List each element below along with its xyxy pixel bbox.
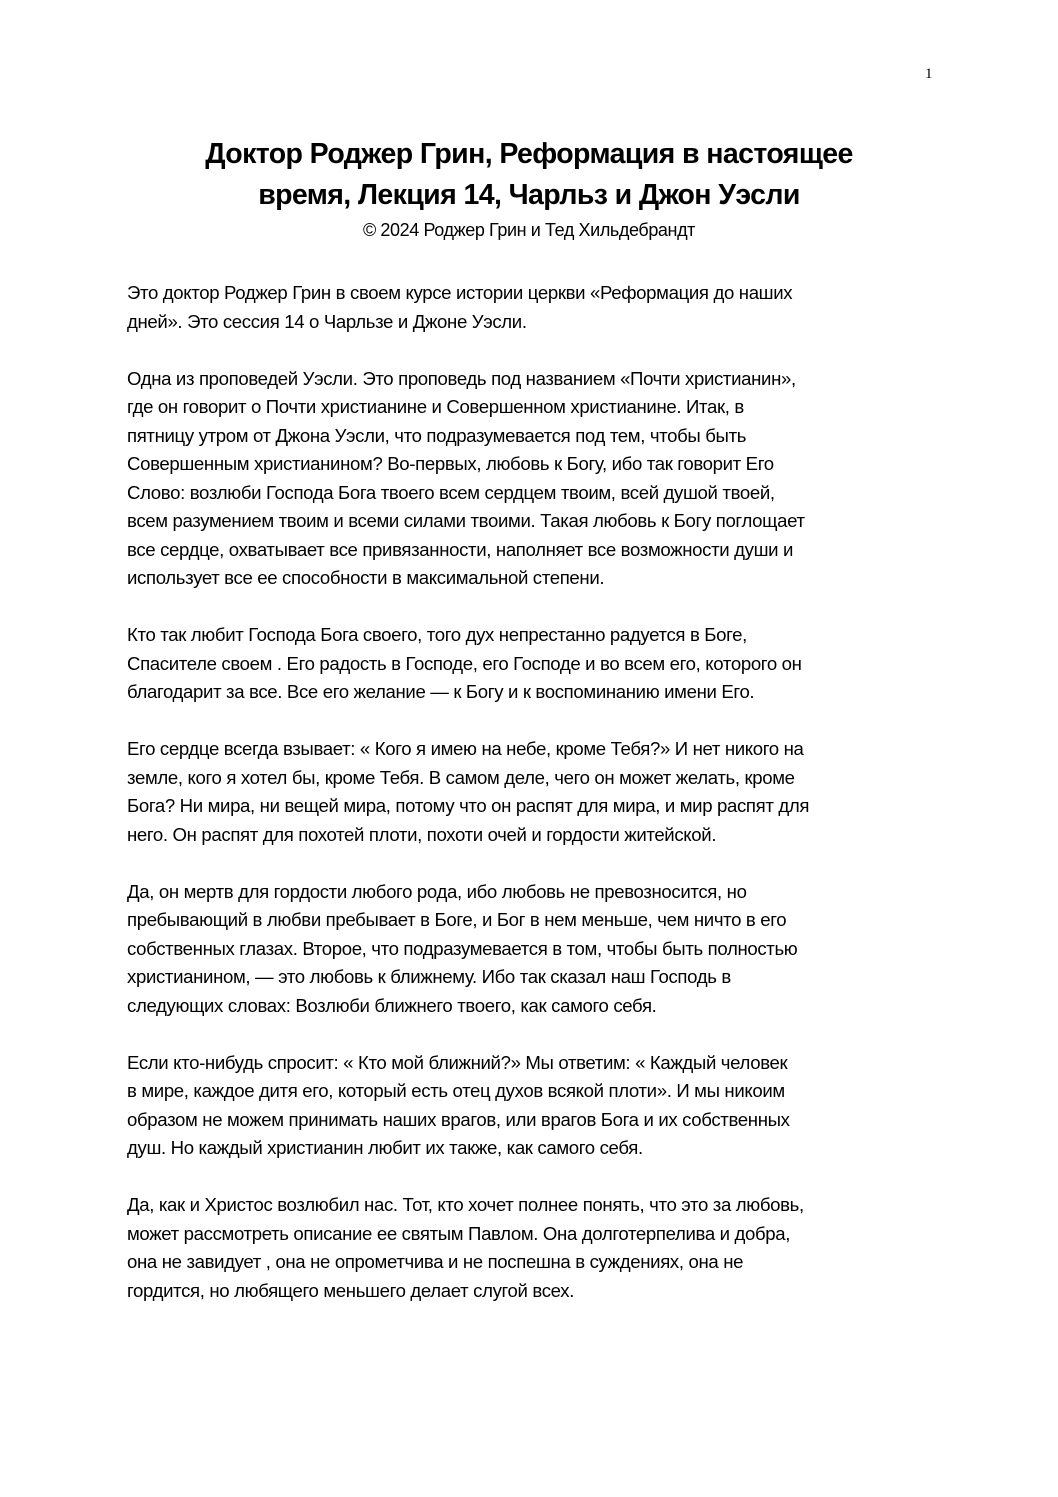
paragraph	[127, 735, 809, 849]
copyright-line: © 2024 Роджер Грин и Тед Хильдебрандт	[362, 220, 696, 240]
text-line: Слово: возлюби Господа Бога твоего всем сердцем твоим, всей душой твоей,	[127, 481, 775, 503]
text-line: гордится, но любящего меньшего делает слугой всех.	[127, 1279, 575, 1301]
text-line: пятницу утром от Джона Уэсли, что подразумевается под тем, чтобы быть	[127, 424, 747, 446]
text-line: образом не можем принимать наших врагов, или врагов Бога и их собственных	[127, 1108, 790, 1130]
text-line: Совершенным христианином? Во-первых, любовь к Богу, ибо так говорит Его	[127, 453, 774, 474]
text-line: Да, как и Христос возлюбил нас. Тот, кто хочет полнее понять, что это за любовь,	[127, 1194, 804, 1215]
text-line: всем разумением твоим и всеми силами твоими. Такая любовь к Богу поглощает	[127, 510, 805, 531]
text-line: собственных глазах. Второе, что подразумевается в том, чтобы быть полностью	[127, 937, 798, 959]
paragraph	[127, 365, 809, 593]
paragraph	[127, 878, 809, 1021]
text-line: Да, он мертв для гордости любого рода, ибо любовь не превозносится, но	[127, 880, 747, 902]
paragraph	[127, 1191, 809, 1305]
document-body	[127, 279, 809, 1334]
paragraph	[127, 1049, 809, 1163]
text-line: в мире, каждое дитя его, который есть отец духов всякой плоти». И мы никоим	[127, 1080, 785, 1101]
text-line: благодарит за все. Все его желание — к Богу и к воспоминанию имени Его.	[127, 681, 755, 702]
text-line: Это доктор Роджер Грин в своем курсе истории церкви «Реформация до наших	[127, 282, 793, 303]
text-line: где он говорит о Почти христианине и Совершенном христианине. Итак, в	[127, 396, 744, 417]
text-line: дней». Это сессия 14 о Чарльзе и Джоне Уэсли.	[127, 310, 527, 332]
text-line: него. Он распят для похотей плоти, похоти очей и гордости житейской.	[127, 823, 717, 845]
text-line: все сердце, охватывает все привязанности, наполняет все возможности души и	[127, 538, 794, 560]
text-line: душ. Но каждый христианин любит их также, как самого себя.	[127, 1137, 643, 1158]
text-line: использует все ее способности в максимальной степени.	[127, 567, 605, 588]
text-line: пребывающий в любви пребывает в Боге, и Бог в нем меньше, чем ничто в его	[127, 909, 787, 930]
text-line: она не завидует , она не опрометчива и не поспешна в суждениях, она не	[127, 1251, 744, 1272]
page-number: 1	[925, 66, 933, 82]
paragraph	[127, 621, 809, 707]
text-line: Спасителе своем . Его радость в Господе, его Господе и во всем его, которого он	[127, 652, 802, 674]
text-line: Его сердце всегда взывает: « Кого я имею на небе, кроме Тебя?» И нет никого на	[127, 738, 804, 759]
title-line: Доктор Роджер Грин, Реформация в настоящее	[205, 138, 853, 170]
text-line: следующих словах: Возлюби ближнего твоего, как самого себя.	[127, 994, 657, 1016]
paragraph	[127, 279, 809, 336]
text-line: Если кто-нибудь спросит: « Кто мой ближний?» Мы ответим: « Каждый человек	[127, 1051, 788, 1073]
text-line: Бога? Ни мира, ни вещей мира, потому что он распят для мира, и мир распят для	[127, 795, 810, 816]
title-line: время, Лекция 14, Чарльз и Джон Уэсли	[258, 179, 800, 211]
text-line: Одна из проповедей Уэсли. Это проповедь под названием «Почти христианин»,	[127, 367, 796, 389]
text-line: может рассмотреть описание ее святым Павлом. Она долготерпелива и добра,	[127, 1222, 791, 1244]
text-line: христианином, — это любовь к ближнему. Ибо так сказал наш Господь в	[127, 966, 731, 987]
document-title	[0, 134, 1058, 216]
text-line: Кто так любит Господа Бога своего, того дух непрестанно радуется в Боге,	[127, 624, 747, 645]
text-line: земле, кого я хотел бы, кроме Тебя. В самом деле, чего он может желать, кроме	[127, 766, 795, 788]
